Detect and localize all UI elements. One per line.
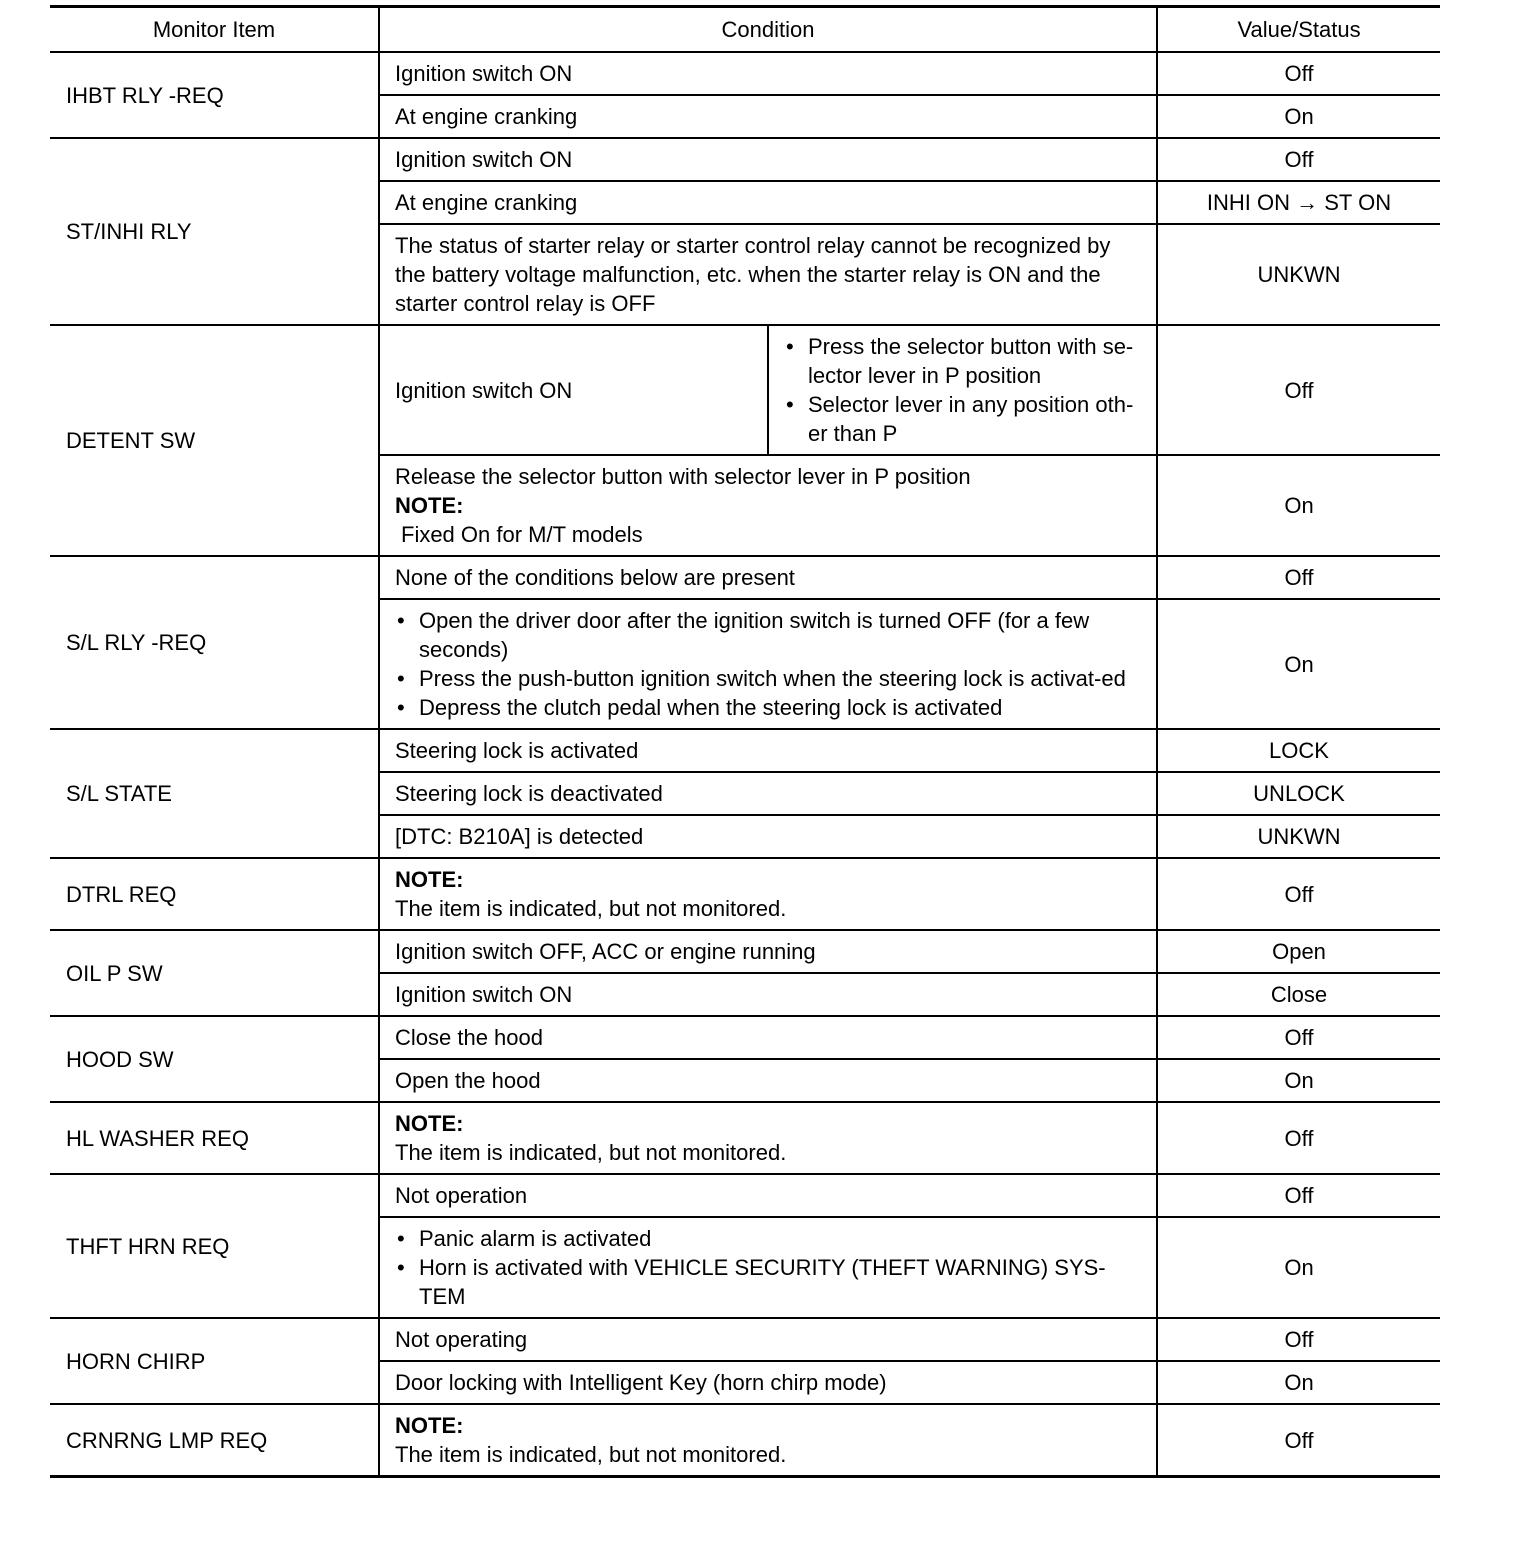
condition-cell: Not operation	[379, 1174, 1157, 1217]
value-cell: Off	[1157, 1318, 1440, 1361]
list-item: • Press the push-button ignition switch when the steering lock is activat-ed	[395, 664, 1142, 693]
value-cell: Off	[1157, 1174, 1440, 1217]
list-item: • Open the driver door after the ignition switch is turned OFF (for a few seconds)	[395, 606, 1142, 664]
bullet-list	[395, 1224, 1142, 1311]
header-monitor-item: Monitor Item	[50, 7, 379, 53]
condition-cell: Close the hood	[379, 1016, 1157, 1059]
value-cell: Off	[1157, 1404, 1440, 1477]
monitor-item-cell: OIL P SW	[50, 930, 379, 1016]
value-cell: UNKWN	[1157, 224, 1440, 325]
condition-cell: At engine cranking	[379, 95, 1157, 138]
monitor-item-cell: S/L RLY -REQ	[50, 556, 379, 729]
table-row	[50, 1016, 1440, 1059]
monitor-item-cell: HL WASHER REQ	[50, 1102, 379, 1174]
condition-cell	[379, 455, 1157, 556]
monitor-item-cell: CRNRNG LMP REQ	[50, 1404, 379, 1477]
condition-cell	[379, 1102, 1157, 1174]
header-condition: Condition	[379, 7, 1157, 53]
monitor-item-cell: DETENT SW	[50, 325, 379, 556]
bullet-list	[784, 332, 1142, 448]
monitor-item-cell: S/L STATE	[50, 729, 379, 858]
value-cell: On	[1157, 455, 1440, 556]
monitor-item-table	[50, 5, 1440, 1478]
condition-cell: [DTC: B210A] is detected	[379, 815, 1157, 858]
condition-cell: Ignition switch ON	[379, 973, 1157, 1016]
value-cell: Off	[1157, 52, 1440, 95]
header-row	[50, 7, 1440, 53]
table-row	[50, 52, 1440, 95]
value-cell: Off	[1157, 138, 1440, 181]
table-row	[50, 325, 1440, 455]
note-text: The item is indicated, but not monitored.	[395, 1442, 787, 1467]
value-cell: UNLOCK	[1157, 772, 1440, 815]
monitor-item-cell: ST/INHI RLY	[50, 138, 379, 325]
table-row	[50, 1102, 1440, 1174]
list-item: • Press the selector button with se-lector lever in P position	[784, 332, 1142, 390]
condition-cell: Ignition switch OFF, ACC or engine running	[379, 930, 1157, 973]
condition-cell: At engine cranking	[379, 181, 1157, 224]
monitor-item-cell: IHBT RLY -REQ	[50, 52, 379, 138]
list-item: • Selector lever in any position oth-er than P	[784, 390, 1142, 448]
condition-cell: Steering lock is deactivated	[379, 772, 1157, 815]
list-item: • Panic alarm is activated	[395, 1224, 1142, 1253]
condition-cell	[379, 1217, 1157, 1318]
note-label: NOTE:	[395, 1413, 464, 1438]
value-cell: UNKWN	[1157, 815, 1440, 858]
bullet-list	[395, 606, 1142, 722]
value-cell: INHI ON → ST ON	[1157, 181, 1440, 224]
monitor-item-cell: THFT HRN REQ	[50, 1174, 379, 1318]
value-cell: Off	[1157, 1102, 1440, 1174]
table-row	[50, 1318, 1440, 1361]
table-row	[50, 729, 1440, 772]
sub-condition-cell	[768, 325, 1157, 455]
value-cell: On	[1157, 1361, 1440, 1404]
list-item: • Depress the clutch pedal when the steering lock is activated	[395, 693, 1142, 722]
condition-cell: Steering lock is activated	[379, 729, 1157, 772]
value-cell: Open	[1157, 930, 1440, 973]
condition-cell	[379, 1404, 1157, 1477]
header-value-status: Value/Status	[1157, 7, 1440, 53]
value-cell: Off	[1157, 1016, 1440, 1059]
value-cell: Off	[1157, 556, 1440, 599]
table-row	[50, 930, 1440, 973]
value-cell: On	[1157, 1059, 1440, 1102]
value-cell: Close	[1157, 973, 1440, 1016]
note-label: NOTE:	[395, 493, 464, 518]
note-text: The item is indicated, but not monitored.	[395, 896, 787, 921]
note-text: The item is indicated, but not monitored.	[395, 1140, 787, 1165]
value-cell: Off	[1157, 325, 1440, 455]
table-row	[50, 858, 1440, 930]
table-row	[50, 556, 1440, 599]
value-cell: On	[1157, 599, 1440, 729]
table-row	[50, 1174, 1440, 1217]
condition-cell: Not operating	[379, 1318, 1157, 1361]
note-label: NOTE:	[395, 1111, 464, 1136]
condition-cell: None of the conditions below are present	[379, 556, 1157, 599]
condition-cell	[379, 858, 1157, 930]
note-label: NOTE:	[395, 867, 464, 892]
condition-text: Release the selector button with selector lever in P position	[395, 464, 971, 489]
condition-cell: Ignition switch ON	[379, 52, 1157, 95]
value-cell: On	[1157, 1217, 1440, 1318]
value-cell: On	[1157, 95, 1440, 138]
list-item: • Horn is activated with VEHICLE SECURITY (THEFT WARNING) SYS-TEM	[395, 1253, 1142, 1311]
note-text: Fixed On for M/T models	[401, 522, 643, 547]
condition-cell: Door locking with Intelligent Key (horn chirp mode)	[379, 1361, 1157, 1404]
value-cell: Off	[1157, 858, 1440, 930]
condition-cell: Ignition switch ON	[379, 325, 768, 455]
monitor-item-cell: HOOD SW	[50, 1016, 379, 1102]
condition-cell: The status of starter relay or starter control relay cannot be recognized by the battery voltage malfunction, etc. when the starter relay is ON and the starter control relay is OFF	[379, 224, 1157, 325]
monitor-item-cell: HORN CHIRP	[50, 1318, 379, 1404]
condition-cell: Ignition switch ON	[379, 138, 1157, 181]
monitor-item-cell: DTRL REQ	[50, 858, 379, 930]
value-cell: LOCK	[1157, 729, 1440, 772]
table-row	[50, 138, 1440, 181]
condition-cell: Open the hood	[379, 1059, 1157, 1102]
table-row	[50, 1404, 1440, 1477]
condition-cell	[379, 599, 1157, 729]
